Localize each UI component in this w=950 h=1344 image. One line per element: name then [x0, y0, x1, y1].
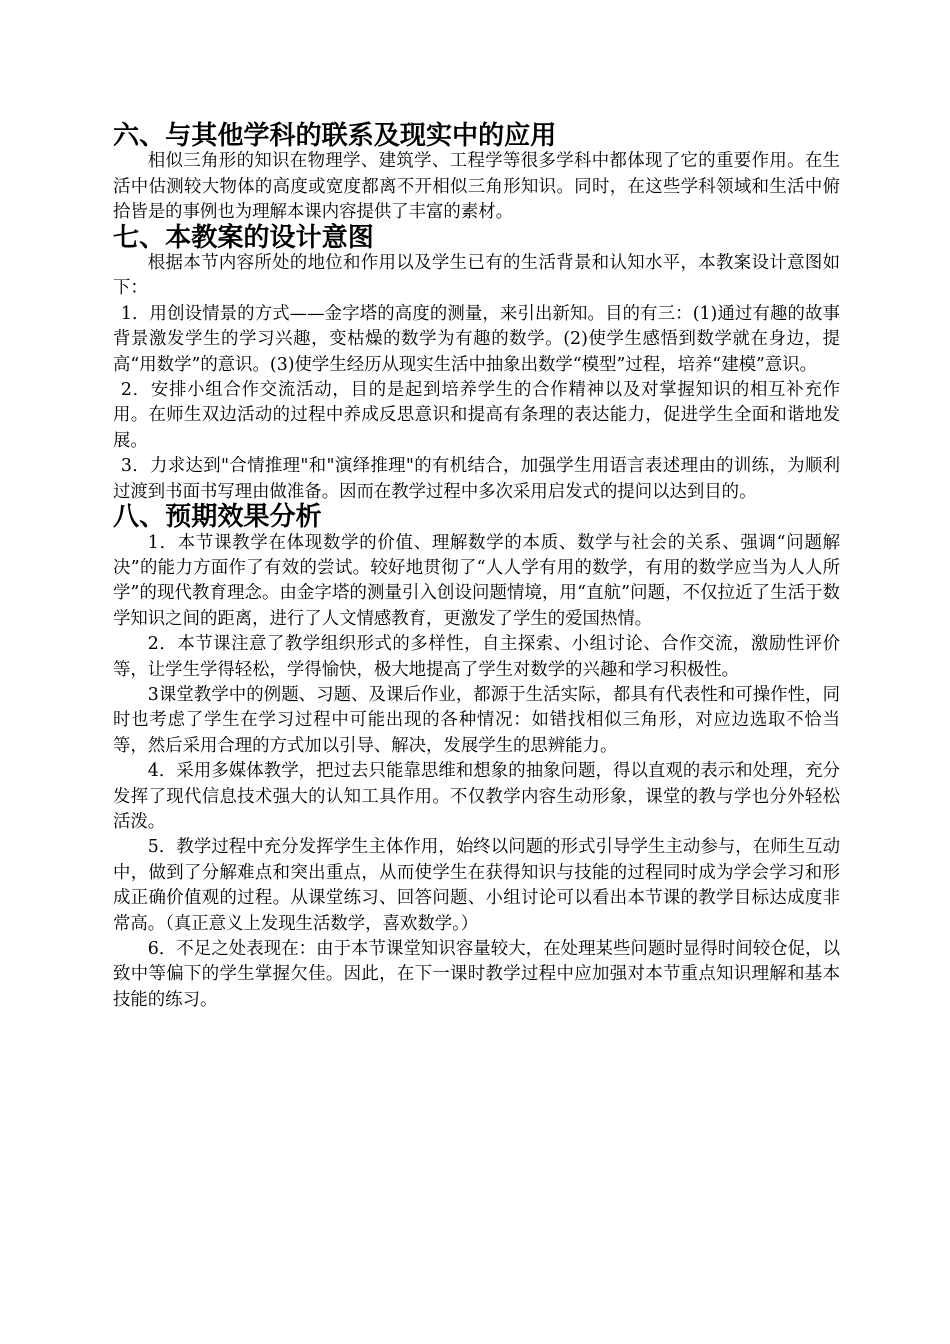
document-page	[113, 121, 840, 1013]
section-heading: 八、预期效果分析	[113, 502, 322, 533]
paragraph: 根据本节内容所处的地位和作用以及学生已有的生活背景和认知水平，本教案设计意图如下：	[113, 253, 840, 299]
paragraph: 相似三角形的知识在物理学、建筑学、工程学等很多学科中都体现了它的重要作用。在生活中估测较大物体的高度或宽度都离不开相似三角形知识。同时，在这些学科领域和生活中俯拾皆是的事例也为理解本课内容提供了丰富的素材。	[113, 151, 840, 223]
numbered-paragraph: 1．本节课教学在体现数学的价值、理解数学的本质、数学与社会的关系、强调“问题解决”的能力方面作了有效的尝试。较好地贯彻了“人人学有用的数学，有用的数学应当为人人所学”的现代教育理念。由金字塔的测量引入创设问题情境，用“直航”问题，不仅拉近了生活于数学知识之间的距离，进行了人文情感教育，更激发了学生的爱国热情。	[113, 532, 840, 629]
numbered-paragraph: 2．安排小组合作交流活动，目的是起到培养学生的合作精神以及对掌握知识的相互补充作用。在师生双边活动的过程中养成反思意识和提高有条理的表达能力，促进学生全面和谐地发展。	[113, 380, 840, 451]
numbered-paragraph: 6．不足之处表现在：由于本节课堂知识容量较大，在处理某些问题时显得时间较仓促，以致中等偏下的学生掌握欠佳。因此，在下一课时教学过程中应加强对本节重点知识理解和基本技能的练习。	[113, 939, 840, 1010]
section-6	[113, 121, 840, 226]
numbered-paragraph: 5．教学过程中充分发挥学生主体作用，始终以问题的形式引导学生主动参与，在师生互动中，做到了分解难点和突出重点，从而使学生在获得知识与技能的过程同时成为学会学习和形成正确价值观的过程。从课堂练习、回答问题、小组讨论可以看出本节课的教学目标达成度非常高。（真正意义上发现生活数学，喜欢数学。）	[113, 837, 840, 934]
section-heading: 六、与其他学科的联系及现实中的应用	[113, 121, 557, 151]
section-heading: 七、本教案的设计意图	[113, 222, 374, 253]
section-8	[113, 502, 840, 1013]
numbered-paragraph: 1．用创设情景的方式——金字塔的高度的测量，来引出新知。目的有三：(1)通过有趣的故事背景激发学生的学习兴趣，变枯燥的数学为有趣的数学。(2)使学生感悟到数学就在身边，提高“用数学”的意识。(3)使学生经历从现实生活中抽象出数学“模型”过程，培养“建模”意识。	[113, 303, 840, 375]
numbered-paragraph: 3课堂教学中的例题、习题、及课后作业，都源于生活实际，都具有代表性和可操作性，同时也考虑了学生在学习过程中可能出现的各种情况：如错找相似三角形，对应边选取不恰当等，然后采用合理的方式加以引导、解决，发展学生的思辨能力。	[113, 684, 840, 756]
numbered-paragraph: 4．采用多媒体教学，把过去只能靠思维和想象的抽象问题，得以直观的表示和处理，充分发挥了现代信息技术强大的认知工具作用。不仅教学内容生动形象，课堂的教与学也分外轻松活泼。	[113, 761, 840, 832]
numbered-paragraph: 3．力求达到"合情推理"和"演绎推理"的有机结合，加强学生用语言表述理由的训练，为顺利过渡到书面书写理由做准备。因而在教学过程中多次采用启发式的提问以达到目的。	[113, 456, 840, 502]
numbered-paragraph: 2．本节课注意了教学组织形式的多样性，自主探索、小组讨论、合作交流，激励性评价等，让学生学得轻松，学得愉快，极大地提高了学生对数学的兴趣和学习积极性。	[113, 634, 840, 680]
section-7	[113, 222, 840, 505]
